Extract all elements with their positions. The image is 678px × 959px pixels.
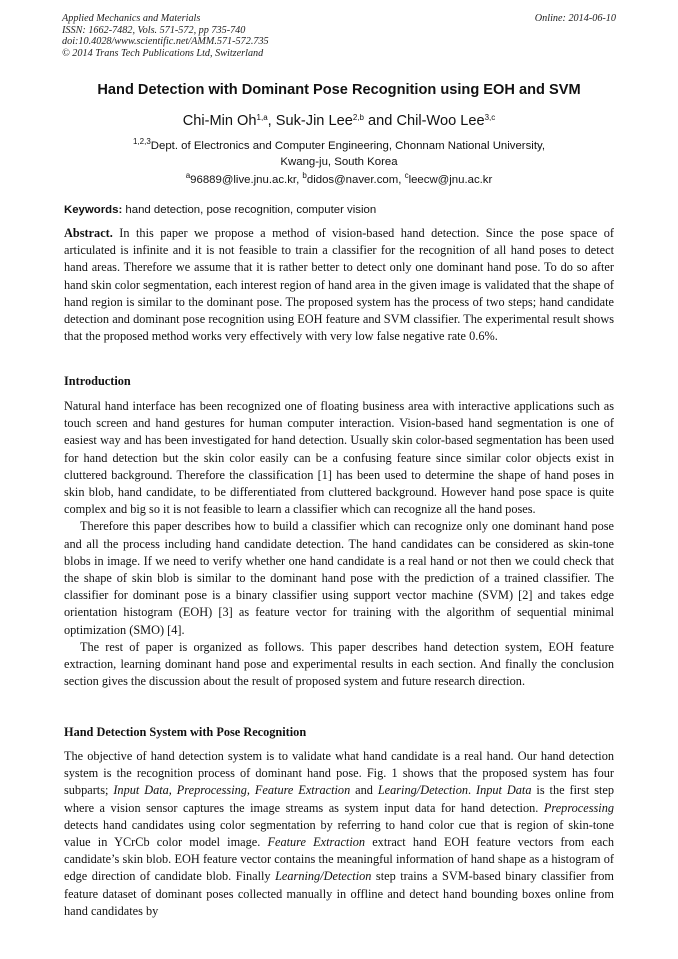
abstract-label: Abstract. — [64, 226, 113, 240]
keywords — [64, 204, 614, 216]
author-sup: 3,c — [484, 113, 496, 122]
email-list: $^a$96889@live.jnu.ac.kr, $^b$didos@naver.com, $^c$leecw@jnu.ac.kr — [185, 171, 493, 186]
paragraph: Natural hand interface has been recognized one of floating business area with interactive applications such as touch screen and hand gestures for human computer interaction. Vision-based hand segmentation is one of easiest way and has been investigated for hand detection. Usually skin color-based segmentation has been used for hand detection but the skin color easily can be a confusing feature since similar color objects exist in cluttered background. Therefore the classification [1] has been used to determine the shape of hand poses in skin blob, hand candidate, to be differentiated from cluttered background. However hand pose space is quite complex and big so it is not feasible to learn a classifier which can recognize all the hand poses. — [64, 399, 614, 517]
section-heading-hand-detection-system: Hand Detection System with Pose Recognition — [64, 725, 307, 739]
issn-line: ISSN: 1662-7482, Vols. 571-572, pp 735-740 — [62, 24, 246, 36]
paragraph: The rest of paper is organized as follows. This paper describes hand detection system, EOH feature extraction, learning dominant hand pose and experimental results in each section. And finally the conclusion section gives the discussion about the result of proposed system and future research direction. — [64, 639, 614, 689]
abstract-text: In this paper we propose a method of vision-based hand detection. Since the pose space of articulated is infinite and it is not feasible to train a classifier for the recognition of all hand poses to detect hand areas. Therefore we assume that it is rather better to detect only one dominant hand pose. To do so after hand skin color segmentation, each interest region of hand area in the given image is validated that the shape of hand region is similar to the dominant pose. The proposed system has the process of two steps; hand candidate detection and dominant pose recognition using EOH feature and SVM classifier. The experimental result shows that the proposed method works very effectively with very low false negative rate 0.6%. — [64, 226, 614, 344]
keywords-label: Keywords: — [64, 204, 123, 216]
doi-line: doi:10.4028/www.scientific.net/AMM.571-572.735 — [62, 36, 269, 48]
abstract — [64, 225, 614, 345]
paragraph: The objective of hand detection system is to validate what hand candidate is a real hand. Our hand detection system is the recognition process of dominant hand pose. Fig. 1 shows that the proposed system has four subparts; Input Data, Preprocessing, Feature Extraction and Learing/Detection. Input Data is the first step where a vision sensor captures the image streams as system input data for hand detection. Preprocessing detects hand candidates using color segmentation by referring to hand color cue that is region of skin-tone value in YCrCb color model image. Feature Extraction extract hand EOH feature vectors from each candidate’s skin blob. EOH feature vector contains the meaningful information of hand shape as a histogram of edge direction of candidate blob. Finally Learning/Detection step trains a SVM-based binary classifier from feature dataset of dominant poses collected manually in offline and detect hand bounding boxes online from hand candidates by — [64, 749, 615, 918]
journal-header — [62, 13, 616, 59]
paragraph: Therefore this paper describes how to build a classifier which can recognize only one dominant hand pose and all the process including hand candidate detection. The hand candidates can be considered as skin-tone blobs in image. If we need to verify whether one hand candidate is a real hand or not then we could check that the shape of skin blob is similar to the dominant hand pose with the prediction of a trained classifier. The classifier for dominant pose is a binary classifier using support vector machine (SVM) [2] and takes edge orientation histogram (EOH) [3] as feature vector for training with the algorithm of sequential minimal optimization (SMO) [4]. — [64, 519, 614, 637]
author-name: Chi-Min Oh — [182, 113, 257, 129]
email-link: 96889@live.jnu.ac.kr — [190, 174, 297, 186]
online-date: Online: 2014-06-10 — [534, 13, 616, 24]
affiliation — [0, 138, 678, 170]
section-heading-introduction: Introduction — [64, 374, 131, 388]
keywords-text: hand detection, pose recognition, computer vision — [122, 204, 377, 216]
introduction-section — [64, 398, 614, 690]
journal-name: Applied Mechanics and Materials — [62, 13, 201, 24]
author-list: Chi-Min Oh$^{1,a}$, Suk-Jin Lee$^{2,b}$ and Chil-Woo Lee$^{3,c}$ — [182, 113, 496, 129]
affiliation-line-1: Dept. of Electronics and Computer Engineering, Chonnam National University, — [150, 140, 546, 152]
email-link: leecw@jnu.ac.kr — [408, 174, 493, 186]
author-name: Chil-Woo Lee — [396, 113, 485, 129]
paper-title: Hand Detection with Dominant Pose Recognition using EOH and SVM — [97, 82, 581, 98]
author-sup: 1,a — [256, 113, 268, 122]
email-link: didos@naver.com — [306, 174, 399, 186]
hand-detection-system-section — [64, 748, 614, 920]
copyright-line: © 2014 Trans Tech Publications Ltd, Switzerland — [62, 47, 264, 59]
author-sup: 2,b — [352, 113, 364, 122]
affiliation-sup: 1,2,3 — [132, 137, 151, 146]
author-name: Suk-Jin Lee — [275, 113, 353, 129]
affiliation-line-2: Kwang-ju, South Korea — [280, 156, 398, 168]
